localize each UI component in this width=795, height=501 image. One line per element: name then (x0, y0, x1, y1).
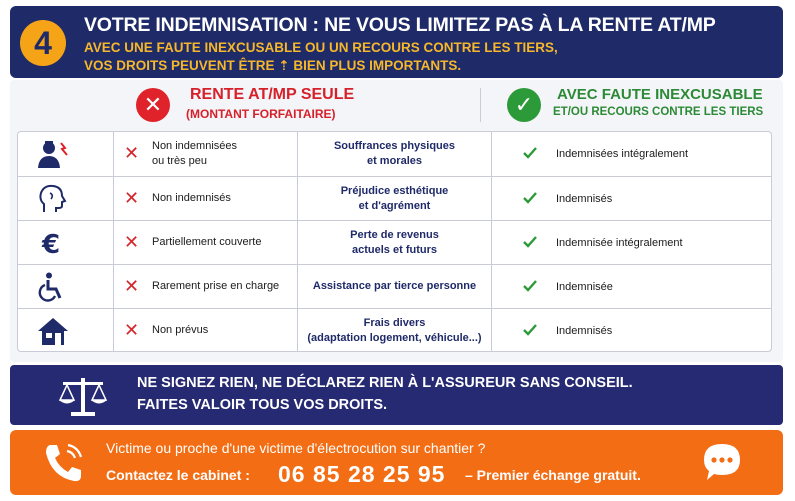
subtitle-line-1: AVEC UNE FAUTE INEXCUSABLE OU UN RECOURS CONTRE LES TIERS, (84, 40, 558, 55)
chat-bubble-icon[interactable] (700, 440, 744, 484)
faute-value: Indemnisée (556, 280, 613, 293)
contact-banner (10, 430, 783, 495)
warning-line-1: NE SIGNEZ RIEN, NE DÉCLAREZ RIEN À L'ASSUREUR SANS CONSEIL. (137, 375, 633, 391)
check-circle-icon: ✓ (507, 88, 541, 122)
cross-circle-icon: ✕ (136, 88, 170, 122)
prejudice-label: Souffrances physiques et morales (333, 140, 456, 167)
header-banner (10, 6, 783, 78)
rente-value: Non indemnisées ou très peu (152, 140, 237, 167)
column-divider (480, 88, 481, 122)
table-row (18, 220, 771, 264)
scales-of-justice-icon (57, 374, 109, 418)
rente-value: Partiellement couverte (152, 236, 262, 248)
contact-label: Contactez le cabinet : (106, 467, 250, 483)
table-row (18, 308, 771, 352)
svg-text:€: € (42, 230, 61, 258)
checkmark-icon (522, 278, 538, 294)
rente-value: Rarement prise en charge (152, 280, 280, 292)
injured-worker-icon (36, 139, 70, 169)
prejudice-label: Frais divers (adaptation logement, véhicule...) (307, 316, 482, 344)
faute-value: Indemnisées intégralement (556, 148, 689, 160)
column-title-faute: AVEC FAUTE INEXCUSABLE (557, 86, 763, 103)
faute-value: Indemnisée intégralement (556, 236, 683, 249)
prejudice-label: Assistance par tierce personne (312, 280, 477, 292)
contact-suffix: – Premier échange gratuit. (465, 467, 641, 483)
column-header-faute (505, 84, 775, 128)
table-row (18, 264, 771, 308)
cross-icon: ✕ (124, 188, 140, 208)
face-profile-icon (36, 184, 70, 214)
euro-icon (36, 228, 70, 258)
checkmark-icon (522, 145, 538, 161)
phone-number-link[interactable]: 06 85 28 25 95 (278, 461, 446, 487)
page-title: VOTRE INDEMNISATION : NE VOUS LIMITEZ PAS À LA RENTE AT/MP (84, 14, 716, 36)
checkmark-icon (522, 190, 538, 206)
column-subtitle-faute: ET/OU RECOURS CONTRE LES TIERS (553, 106, 764, 118)
cross-icon: ✕ (124, 276, 140, 296)
table-row (18, 176, 771, 220)
column-subtitle-rente: (MONTANT FORFAITAIRE) (186, 107, 336, 121)
cross-icon: ✕ (124, 143, 140, 163)
contact-intro: Victime ou proche d'une victime d'électrocution sur chantier ? (106, 440, 486, 456)
phone-icon (40, 439, 88, 487)
rente-value: Non indemnisés (152, 192, 231, 204)
cross-icon: ✕ (124, 232, 140, 252)
house-icon (36, 316, 70, 346)
checkmark-icon (522, 322, 538, 338)
faute-value: Indemnisés (556, 192, 613, 205)
column-header-rente (130, 84, 380, 128)
checkmark-icon (522, 234, 538, 250)
table-row (18, 132, 771, 176)
rente-value: Non prévus (152, 324, 209, 336)
cross-icon: ✕ (124, 320, 140, 340)
warning-line-2: FAITES VALOIR TOUS VOS DROITS. (137, 397, 388, 413)
step-number-badge: 4 (20, 20, 66, 66)
subtitle-line-2: VOS DROITS PEUVENT ÊTRE ⇡ BIEN PLUS IMPORTANTS. (84, 58, 462, 73)
prejudice-label: Préjudice esthétique et d'agrément (340, 184, 449, 212)
warning-banner (10, 365, 783, 425)
prejudice-label: Perte de revenus actuels et futurs (350, 228, 439, 256)
column-title-rente: RENTE AT/MP SEULE (190, 86, 355, 103)
faute-value: Indemnisés (556, 324, 613, 337)
comparison-table (17, 131, 772, 352)
wheelchair-icon (36, 272, 70, 302)
